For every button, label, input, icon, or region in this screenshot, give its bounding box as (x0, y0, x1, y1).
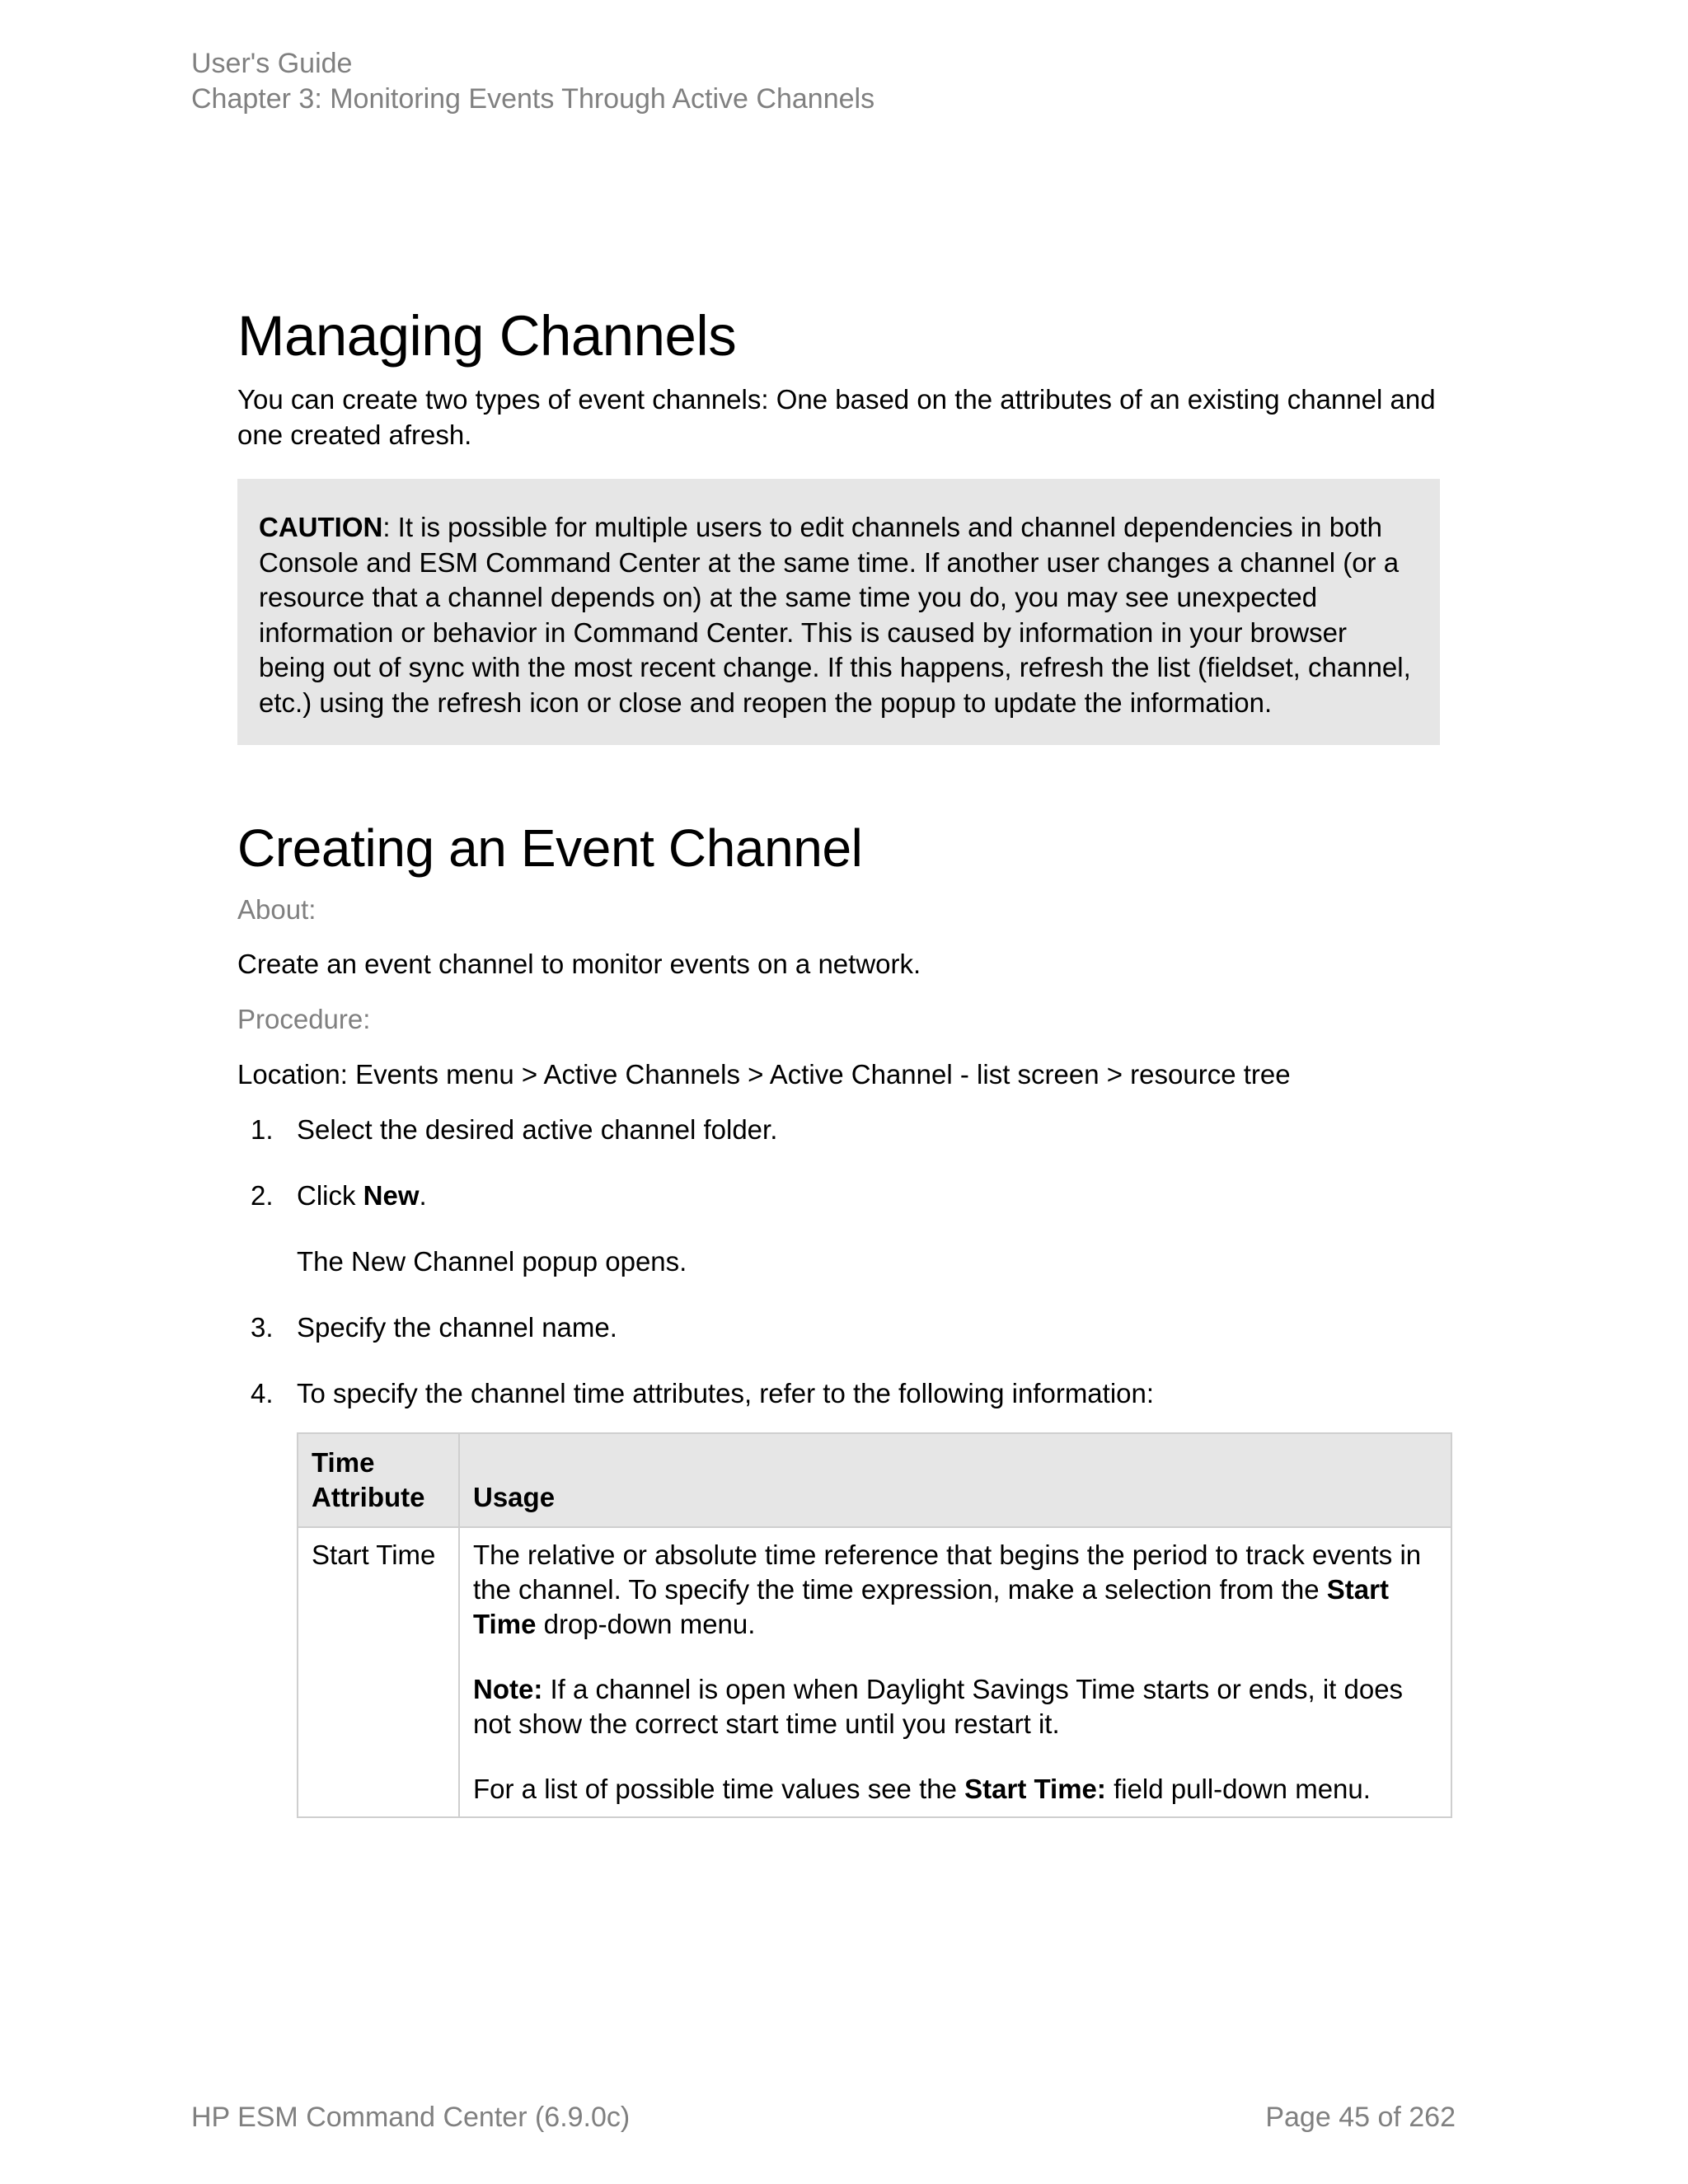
table-header-row (298, 1433, 1451, 1527)
managing-intro: You can create two types of event channels: One based on the attributes of an existing channel and one created afresh. (237, 384, 1436, 450)
step-number: 2. (251, 1180, 274, 1211)
list-item (237, 1376, 1449, 1411)
about-text: Create an event channel to monitor events on a network. (237, 949, 921, 979)
running-header (191, 46, 874, 117)
footer-page-number: Page 45 of 262 (1265, 2102, 1456, 2133)
list-item (237, 1112, 1449, 1147)
list-item (237, 1178, 1449, 1279)
time-attribute-table (297, 1432, 1452, 1818)
usage-cell (459, 1527, 1451, 1817)
step-number: 4. (251, 1378, 274, 1408)
new-button-reference: New (363, 1180, 420, 1211)
usage-text: drop-down menu. (536, 1609, 756, 1639)
caution-box (237, 479, 1440, 745)
step-text-before: Click (297, 1180, 363, 1211)
caution-text: : It is possible for multiple users to edit channels and channel dependencies in both Console and ESM Command Center at the same time. If another user changes a channel (or a resource that a channel depends on) at the same time you do, you may see unexpected information or behavior in Command Center. This is caused by information in your browser being out of sync with the most recent change. If this happens, refresh the list (fieldset, channel, etc.) using the refresh icon or close and reopen the popup to update the information. (259, 512, 1411, 718)
usage-paragraph (473, 1772, 1437, 1807)
usage-text: field pull-down menu. (1105, 1774, 1371, 1804)
column-header-time-attribute: Time Attribute (298, 1433, 459, 1527)
column-header-usage: Usage (459, 1433, 1451, 1527)
note-text: If a channel is open when Daylight Savings Time starts or ends, it does not show the correct start time until you restart it. (473, 1674, 1404, 1739)
attribute-cell: Start Time (298, 1527, 459, 1817)
step-number: 1. (251, 1114, 274, 1145)
step-sub-text: The New Channel popup opens. (297, 1246, 687, 1277)
step-text: Select the desired active channel folder. (297, 1114, 778, 1145)
page-content (237, 297, 1449, 1818)
chapter-title: Chapter 3: Monitoring Events Through Active Channels (191, 83, 875, 115)
note-label: Note: (473, 1674, 543, 1704)
guide-title: User's Guide (191, 48, 353, 79)
step-number: 3. (251, 1312, 274, 1343)
usage-bold: Start Time: (964, 1774, 1106, 1804)
usage-paragraph (473, 1538, 1437, 1642)
usage-bold: Start Time (473, 1574, 1389, 1639)
list-item (237, 1310, 1449, 1345)
creating-event-channel-heading: Creating an Event Channel (237, 818, 863, 878)
procedure-label: Procedure: (237, 1004, 371, 1034)
managing-channels-heading: Managing Channels (237, 304, 737, 368)
table-row (298, 1527, 1451, 1817)
procedure-steps (237, 1112, 1449, 1411)
about-label: About: (237, 894, 316, 925)
step-text: To specify the channel time attributes, refer to the following information: (297, 1378, 1155, 1408)
step-text-after: . (419, 1180, 427, 1211)
usage-note (473, 1672, 1437, 1741)
usage-text: For a list of possible time values see the (473, 1774, 965, 1804)
step-text: Specify the channel name. (297, 1312, 617, 1343)
footer-product: HP ESM Command Center (6.9.0c) (191, 2102, 631, 2133)
location-text: Location: Events menu > Active Channels > Active Channel - list screen > resource tree (237, 1059, 1291, 1090)
usage-text: The relative or absolute time reference that begins the period to track events in the channel. To specify the time expression, make a selection from the (473, 1540, 1422, 1605)
caution-label: CAUTION (259, 512, 383, 542)
